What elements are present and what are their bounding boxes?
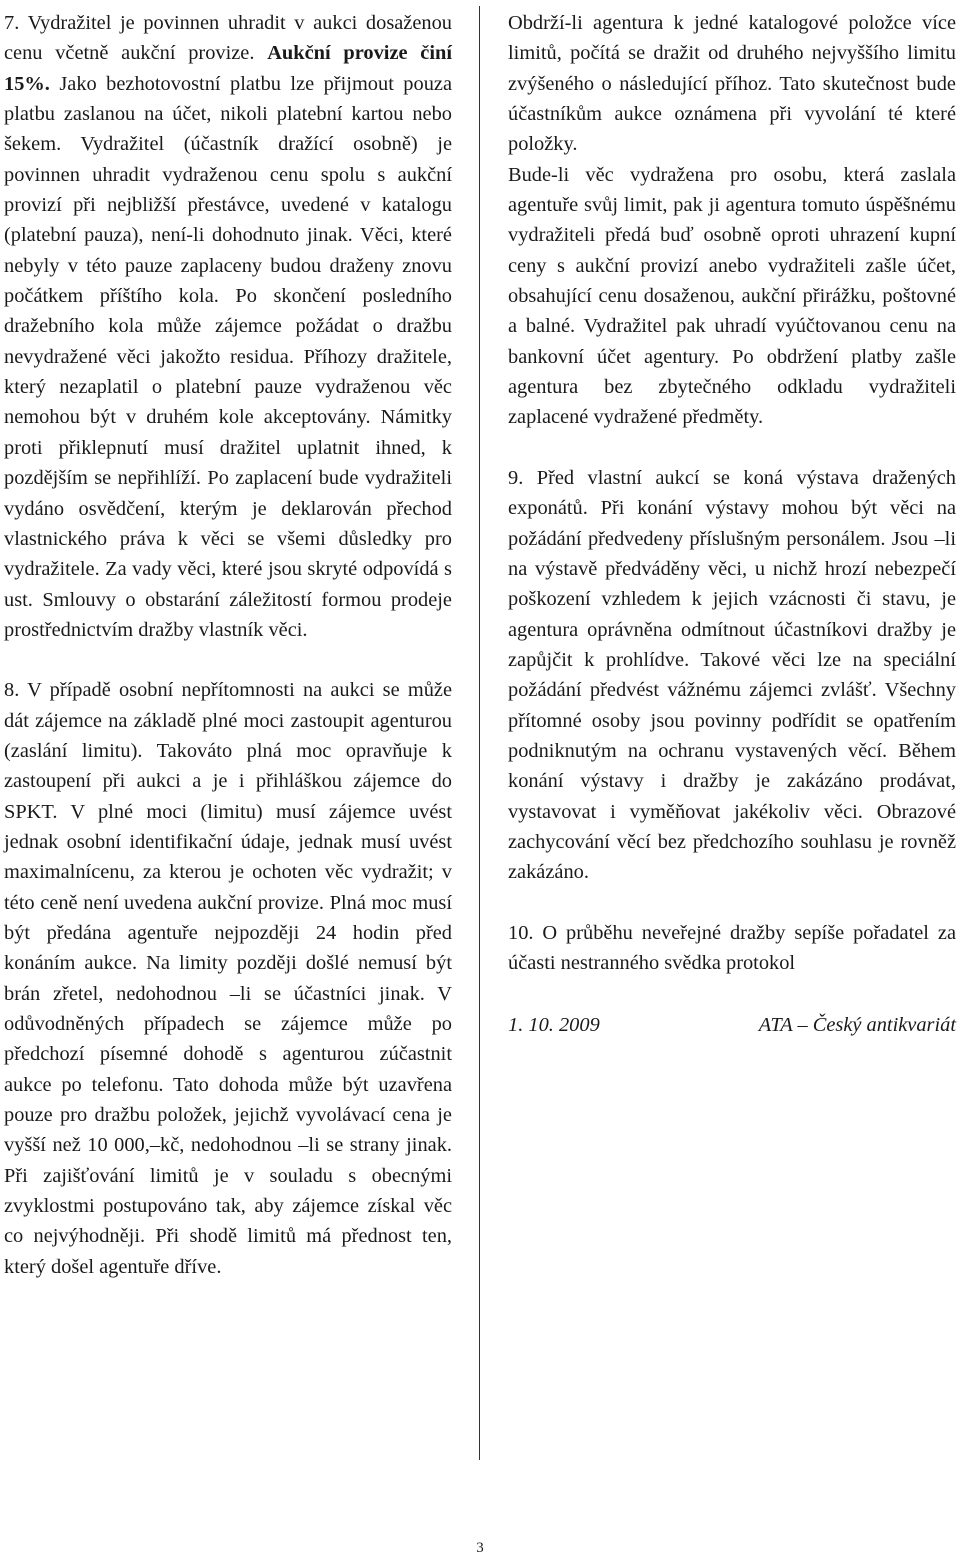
section-10: 10. O průběhu neveřejné dražby sepíše pořadatel za účasti nestranného svědka protokol xyxy=(508,921,956,974)
section-7-commission: Aukční provize činí 15%. xyxy=(4,42,452,95)
section-7 xyxy=(4,8,452,645)
right-column xyxy=(508,8,956,1040)
page-number: 3 xyxy=(476,1540,484,1556)
left-column xyxy=(4,8,452,1282)
section-7-rest: Jako bezhotovostní platbu lze přijmout pouza platbu zaslanou na účet, nikoli platební kartou nebo šekem. Vydražitel (účastník dražící osobně) je povinnen uhradit vydraženou cenu spolu s aukční provizí při nejbližší přestávce, uvedené v katalogu (platební pauza), není-li dohodnuto jinak. Věci, které nebyly v této pauze zaplaceny budou draženy znovu počátkem příštího kola. Po skončení posledního dražebního kola může zájemce požádat o dražbu nevydražené věci jakožto residua. Příhozy dražitele, který nezaplatil o platební pauze vydraženou věc nemohou být v druhém kole akceptovány. Námitky proti přiklepnutí musí dražitel uplatnit ihned, k pozdějším se nepřihlíží. Po zaplacení bude vydražiteli vydáno osvědčení, kterým je deklarován přechod vlastnického práva k věci se všemi důsledky pro vydražitele. Za vady věci, které jsou skryté odpovídá s ust. Smlouvy o obstarání záležitostí formou prodeje prostřednictvím dražby vlastník věci. xyxy=(4,72,452,641)
signature-organization: ATA – Český antikvariát xyxy=(758,1014,956,1037)
column-divider xyxy=(479,6,480,1460)
section-7-intro: 7. Vydražitel je povinnen uhradit v aukci dosaženou cenu včetně aukční provize. xyxy=(4,12,452,65)
section-8: 8. V případě osobní nepřítomnosti na aukci se může dát zájemce na základě plné moci zastoupit agenturou (zaslání limitu). Takováto plná moc opravňuje k zastoupení při aukci a je i přihláškou zájemce do SPKT. V plné moci (limitu) musí zájemce uvést jednak osobní identifikační údaje, jednak musí uvést maximalnícenu, za kterou je ochoten věc vydražit; v této ceně není uvedena aukční provize. Plná moc musí být předána agentuře nejpozději 24 hodin před konáním aukce. Na limity později došlé nemusí být brán zřetel, nedohodnou –li se účastníci jinak. V odůvodněných případech se zájemce může po předchozí písemné dohodě s agenturou zúčastnit aukce po telefonu. Tato dohoda může být uzavřena pouze pro dražbu položek, jejichž vyvolávací cena je vyšší než 10 000,–kč, nedohodnou –li se strany jinak. Při zajišťování limitů je v souladu s obecnými zvyklostmi postupováno tak, aby zájemce získal věc co nejvýhodněji. Při shodě limitů má přednost ten, který došel agentuře dříve. xyxy=(4,679,452,1278)
section-8-continued-limits: Obdrží-li agentura k jedné katalogové položce více limitů, počítá se dražit od druhého nejvyššího limitu zvýšeného o následující příhoz. Tato skutečnost bude účastníkům aukce oznámena při vyvolání té které položky. xyxy=(508,12,956,156)
section-8-continued-delivery: Bude-li věc vydražena pro osobu, která zaslala agentuře svůj limit, pak ji agentura tomuto úspěšnému vydražiteli předá buď osobně oproti uhrazení kupní ceny s aukční provizí anebo vydražiteli zašle účet, obsahující cenu dosaženou, aukční přirážku, poštovné a balné. Vydražitel pak uhradí vyúčtovanou cenu na bankovní účet agentury. Po obdržení platby zašle agentura bez zbytečného odkladu vydražiteli zaplacené vydražené předměty. xyxy=(508,163,956,429)
signature-line xyxy=(508,1010,956,1040)
section-9: 9. Před vlastní aukcí se koná výstava dražených exponátů. Při konání výstavy mohou být věci na požádání předvedeny příslušným personálem. Jsou –li na výstavě předváděny věci, u nichž hrozí nebezpečí poškození vzhledem k jejich vzácnosti či stavu, je agentura oprávněna odmítnout účastníkovi dražby je zapůjčit k prohlídve. Takové věci lze na speciální požádání předvést vážnému zájemci zvlášť. Všechny přítomné osoby jsou povinny podřídit se opatřením podniknutým na ochranu vystavených věcí. Během konání výstavy i dražby je zakázáno prodávat, vystavovat i vyměňovat jakékoliv věci. Obrazové zachycování věcí bez předchozího souhlasu je rovněž zakázáno. xyxy=(508,466,956,884)
signature-date: 1. 10. 2009 xyxy=(508,1014,600,1037)
